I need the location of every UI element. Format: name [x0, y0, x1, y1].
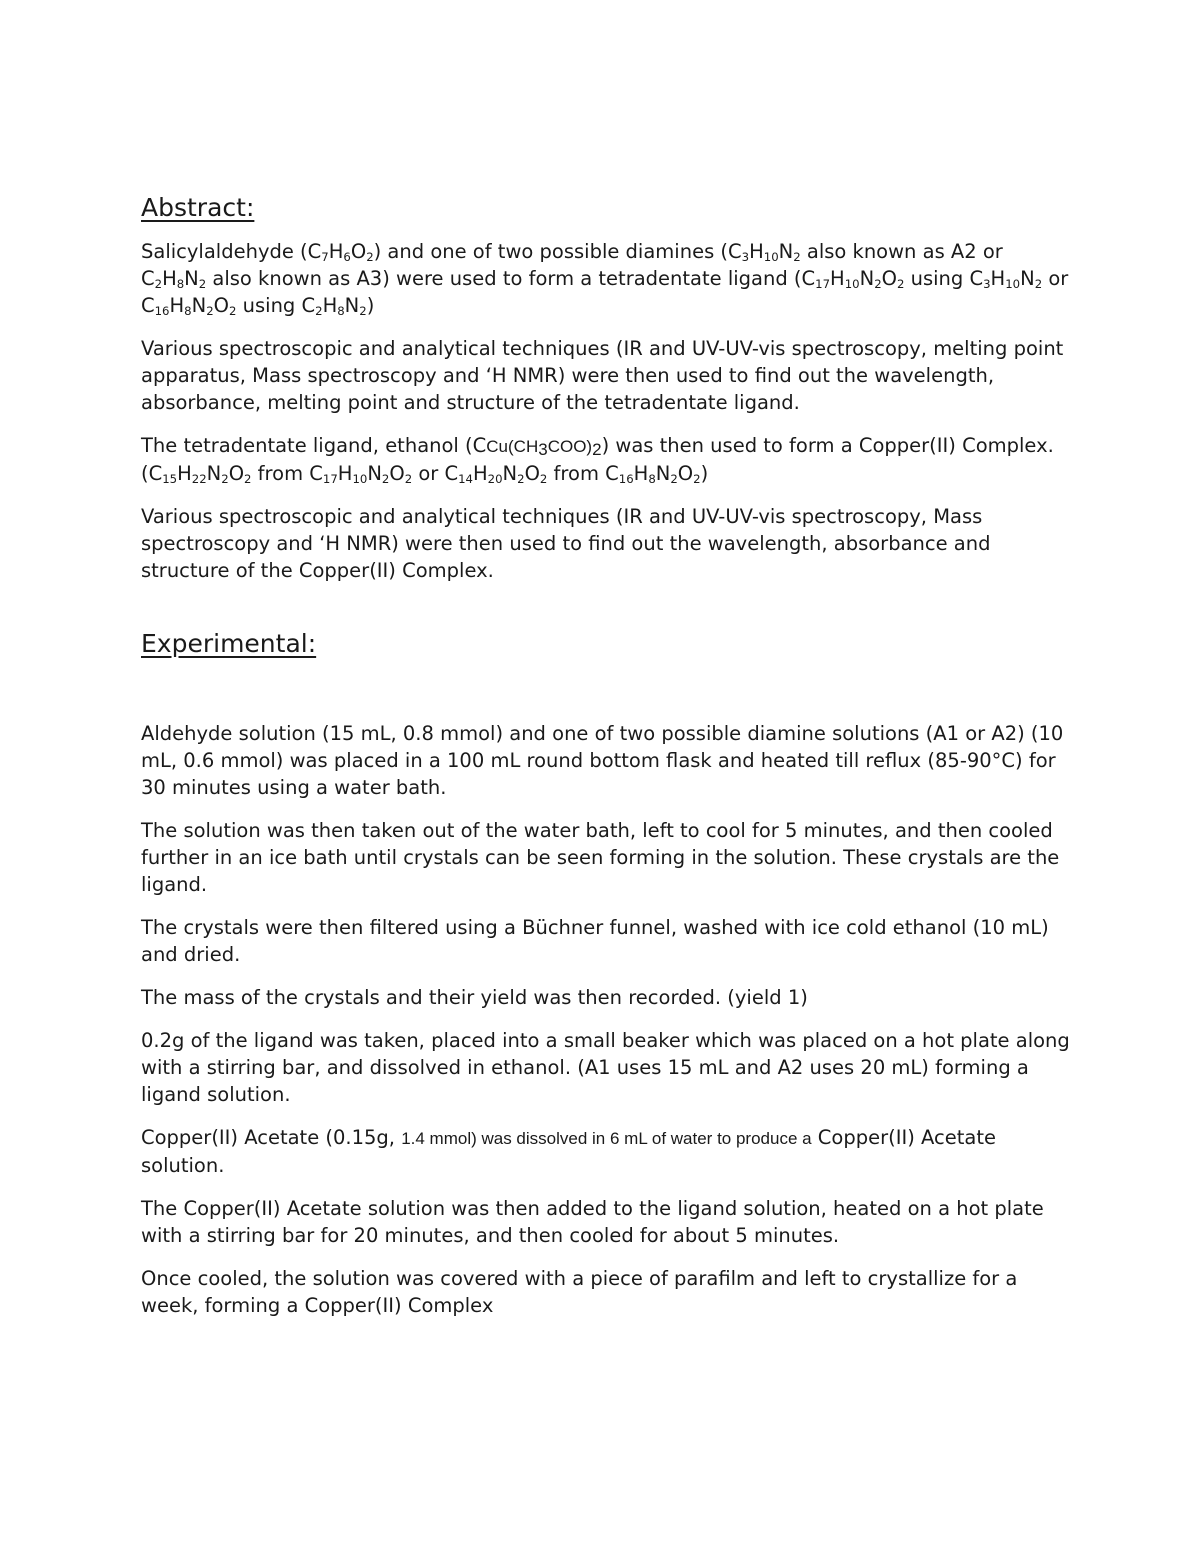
- document-page: [141, 190, 1071, 1335]
- experimental-paragraph-6: Copper(II) Acetate (0.15g, 1.4 mmol) was dissolved in 6 mL of water to produce a Copper(II) Acetate solution.: [141, 1126, 996, 1177]
- experimental-heading: Experimental:: [141, 629, 317, 658]
- experimental-paragraph-7: The Copper(II) Acetate solution was then added to the ligand solution, heated on a hot plate with a stirring bar for 20 minutes, and then cooled for about 5 minutes.: [141, 1197, 1044, 1247]
- experimental-paragraph-2: The solution was then taken out of the water bath, left to cool for 5 minutes, and then cooled further in an ice bath until crystals can be seen forming in the solution. These crystals are the ligand.: [141, 819, 1060, 896]
- experimental-paragraph-1: Aldehyde solution (15 mL, 0.8 mmol) and one of two possible diamine solutions (A1 or A2) (10 mL, 0.6 mmol) was placed in a 100 mL round bottom flask and heated till reflux (85-90°C) for 30 minutes using a water bath.: [141, 722, 1064, 799]
- abstract-heading: Abstract:: [141, 193, 255, 222]
- abstract-paragraph-4: Various spectroscopic and analytical techniques (IR and UV-UV-vis spectroscopy, Mass spectroscopy and ‘H NMR) were then used to find out the wavelength, absorbance and structure of the Copper(II) Complex.: [141, 505, 991, 582]
- experimental-paragraph-8: Once cooled, the solution was covered with a piece of parafilm and left to crystallize for a week, forming a Copper(II) Complex: [141, 1267, 1018, 1317]
- experimental-paragraph-5: 0.2g of the ligand was taken, placed into a small beaker which was placed on a hot plate along with a stirring bar, and dissolved in ethanol. (A1 uses 15 mL and A2 uses 20 mL) forming a ligand solution.: [141, 1029, 1070, 1106]
- abstract-paragraph-3: The tetradentate ligand, ethanol $(CCu(CH_3COO)_2)$ was then used to form a Copper(II) Complex. ($C_{15}H_{22}N_2O_2$ from $C_{17}H_{10}N_2O_2$ or $C_{14}H_{20}N_2O_2$ from $C_{16}H_8N_2O_2$): [141, 434, 1054, 486]
- abstract-paragraph-2: Various spectroscopic and analytical techniques (IR and UV-UV-vis spectroscopy, melting point apparatus, Mass spectroscopy and ‘H NMR) were then used to find out the wavelength, absorbance, melting point and structure of the tetradentate ligand.: [141, 337, 1064, 414]
- experimental-paragraph-3: The crystals were then filtered using a Büchner funnel, washed with ice cold ethanol (10 mL) and dried.: [141, 916, 1049, 966]
- abstract-paragraph-1: Salicylaldehyde $(C_7H_6O_2)$ and one of two possible diamines ($C_3H_{10}N_2$ also known as A2 or $C_2H_8N_2$ also known as A3) were used to form a tetradentate ligand ($C_{17}H_{10}N_2O_2$ using $C_3H_{10}N_2$ or $C_{16}H_8N_2O_2$ using $C_2H_8N_2$): [141, 240, 1069, 318]
- experimental-paragraph-4: The mass of the crystals and their yield was then recorded. (yield 1): [141, 986, 808, 1009]
- experimental-section: [141, 626, 1071, 1319]
- abstract-section: [141, 190, 1071, 584]
